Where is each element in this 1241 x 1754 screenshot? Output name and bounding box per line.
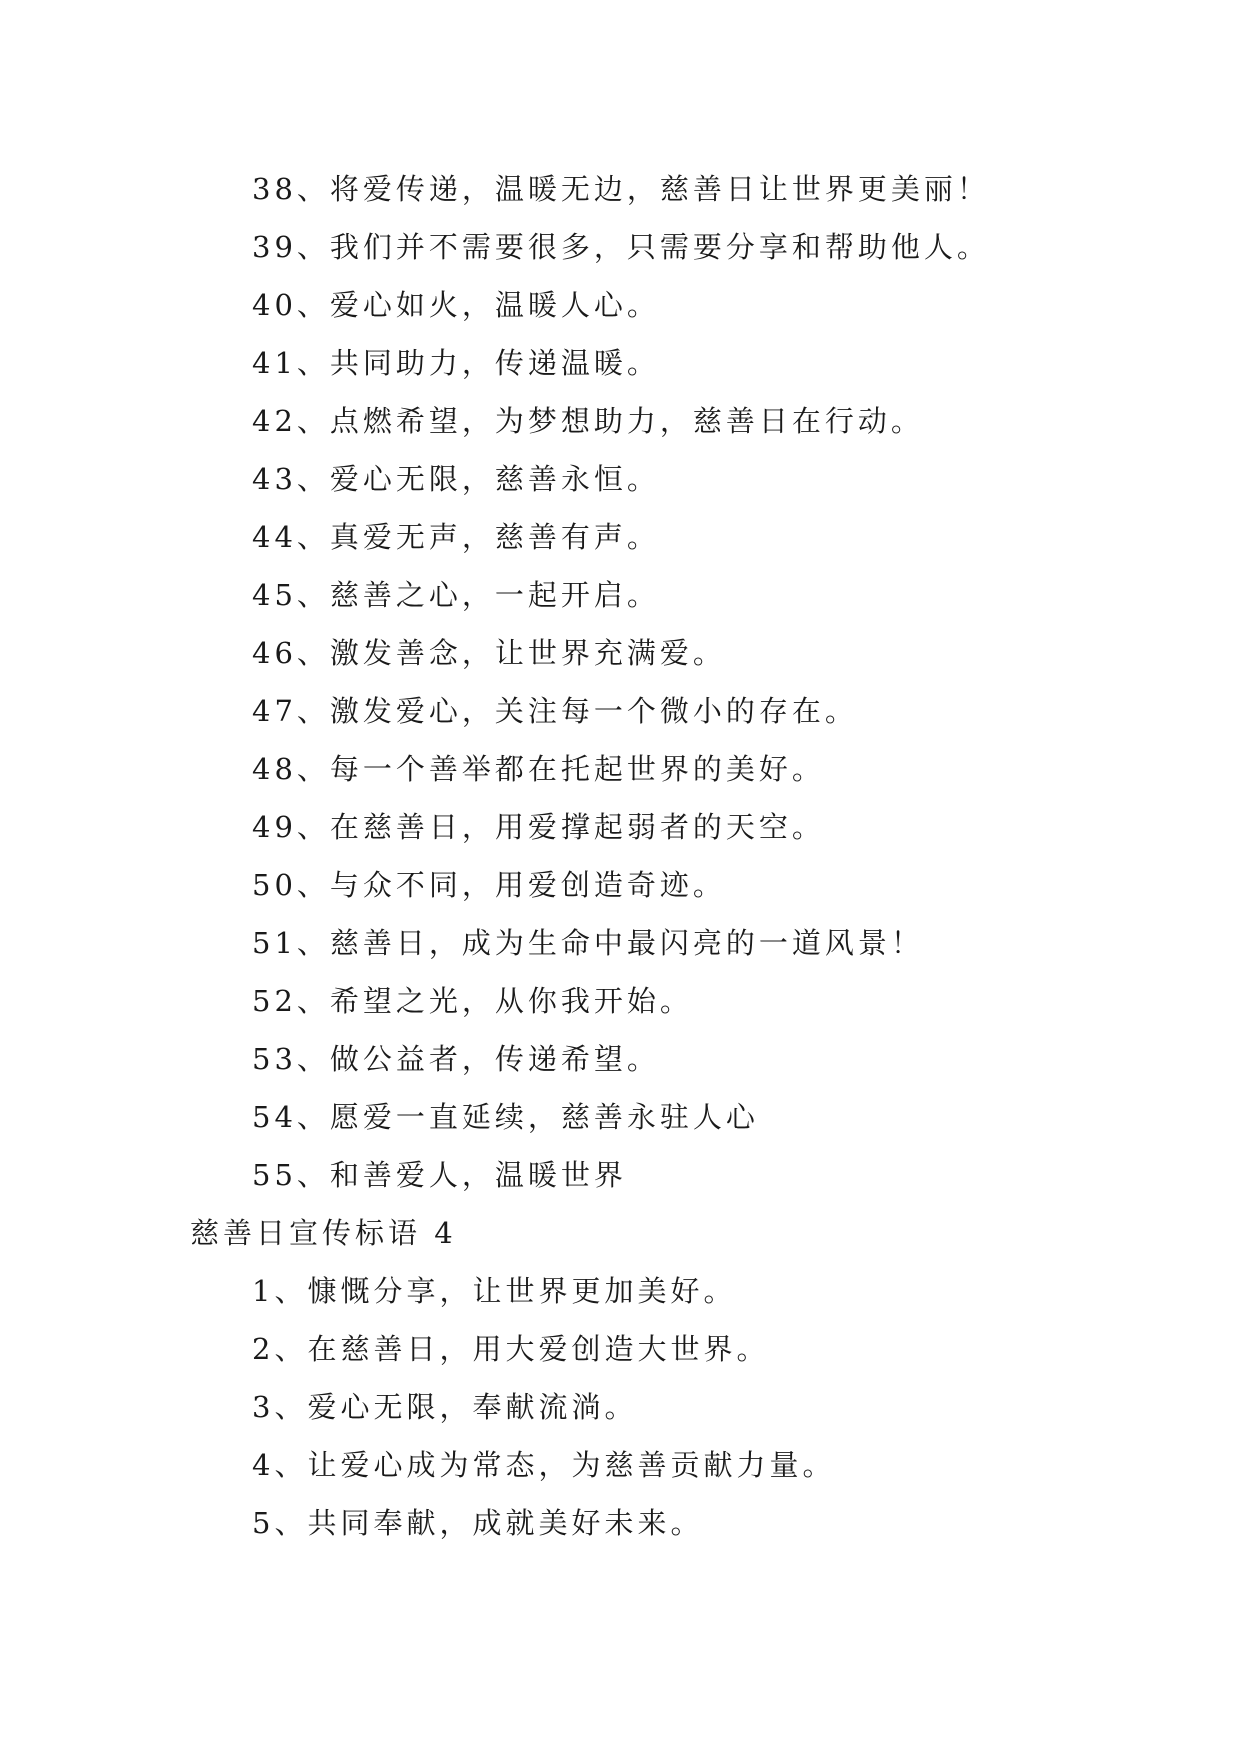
slogan-item-3: 3、爱心无限，奉献流淌。 (252, 1390, 638, 1424)
slogan-item-1: 1、慷慨分享，让世界更加美好。 (252, 1274, 737, 1308)
slogan-item-4: 4、让爱心成为常态，为慈善贡献力量。 (252, 1448, 836, 1482)
slogan-item-2: 2、在慈善日，用大爱创造大世界。 (252, 1332, 770, 1366)
section-heading: 慈善日宣传标语 4 (190, 1216, 457, 1250)
document-body (0, 160, 1241, 1552)
slogan-item-5: 5、共同奉献，成就美好未来。 (252, 1506, 704, 1540)
slogan-item-50: 50、与众不同，用爱创造奇迹。 (252, 868, 726, 902)
slogan-item-46: 46、激发善念，让世界充满爱。 (252, 636, 726, 670)
slogan-item-49: 49、在慈善日，用爱撑起弱者的天空。 (252, 810, 825, 844)
slogan-item-43: 43、爱心无限，慈善永恒。 (252, 462, 660, 496)
slogan-item-47: 47、激发爱心，关注每一个微小的存在。 (252, 694, 858, 728)
slogan-item-51: 51、慈善日，成为生命中最闪亮的一道风景！ (252, 926, 924, 960)
slogan-item-52: 52、希望之光，从你我开始。 (252, 984, 693, 1018)
slogan-item-45: 45、慈善之心，一起开启。 (252, 578, 660, 612)
slogan-item-48: 48、每一个善举都在托起世界的美好。 (252, 752, 825, 786)
slogan-item-39: 39、我们并不需要很多，只需要分享和帮助他人。 (252, 230, 990, 264)
slogan-item-53: 53、做公益者，传递希望。 (252, 1042, 660, 1076)
slogan-item-40: 40、爱心如火，温暖人心。 (252, 288, 660, 322)
slogan-item-38: 38、将爱传递，温暖无边，慈善日让世界更美丽！ (252, 172, 990, 206)
slogan-item-41: 41、共同助力，传递温暖。 (252, 346, 660, 380)
slogan-item-44: 44、真爱无声，慈善有声。 (252, 520, 660, 554)
slogan-item-55: 55、和善爱人，温暖世界 (252, 1158, 627, 1192)
slogan-item-42: 42、点燃希望，为梦想助力，慈善日在行动。 (252, 404, 924, 438)
slogan-item-54: 54、愿爱一直延续，慈善永驻人心 (252, 1100, 759, 1134)
